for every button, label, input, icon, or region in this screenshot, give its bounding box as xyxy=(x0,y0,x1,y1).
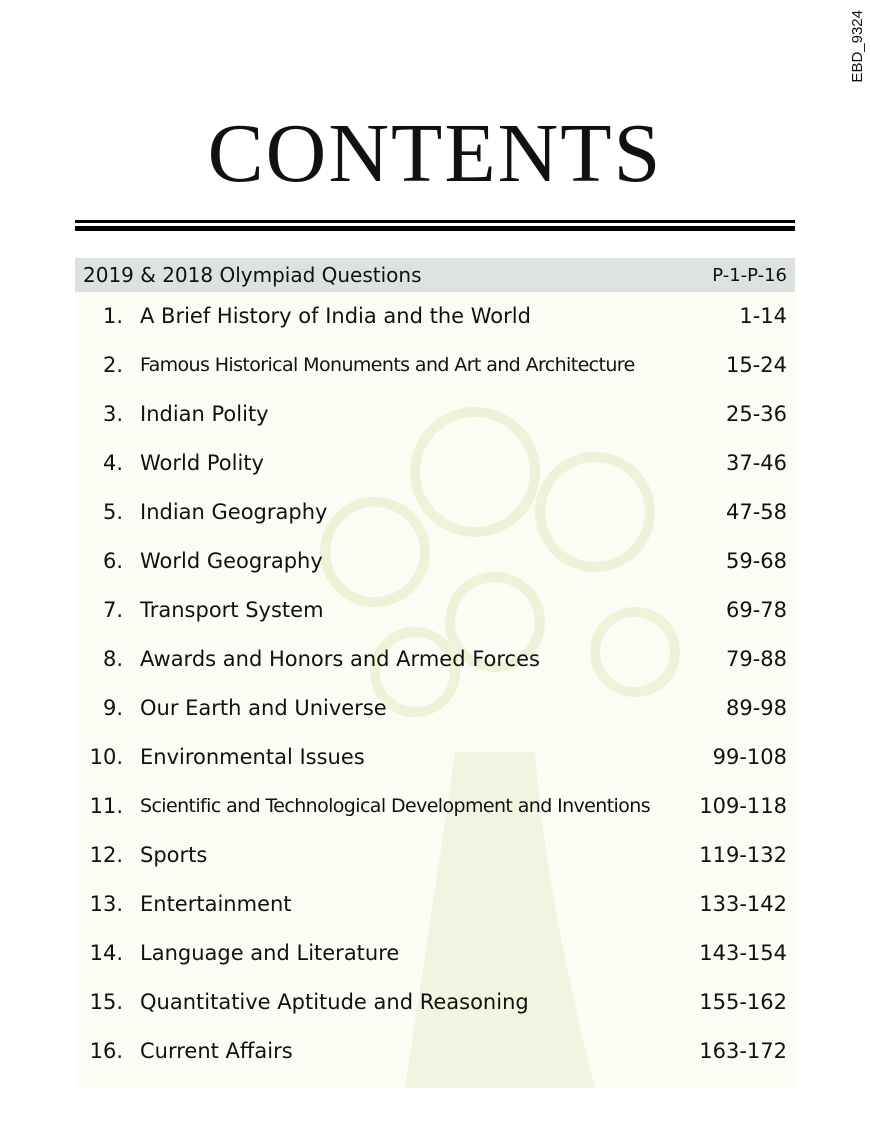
chapter-title: Scientific and Technological Development and Inventions xyxy=(140,795,651,817)
chapter-pages: 155-162 xyxy=(699,990,787,1014)
chapter-number: 7. xyxy=(102,598,123,622)
page-title: CONTENTS xyxy=(207,107,663,200)
chapter-number: 1. xyxy=(102,304,123,328)
chapter-title: Sports xyxy=(140,843,208,867)
chapter-number: 14. xyxy=(89,941,123,965)
chapter-row[interactable] xyxy=(75,837,787,873)
olympiad-questions-row[interactable] xyxy=(75,258,795,292)
divider-thick xyxy=(75,226,795,231)
chapter-pages: 1-14 xyxy=(739,304,787,328)
chapter-number: 2. xyxy=(102,353,123,377)
chapter-number: 15. xyxy=(89,990,123,1014)
chapter-number: 16. xyxy=(89,1039,123,1063)
chapter-number: 4. xyxy=(102,451,123,475)
chapter-row[interactable] xyxy=(75,739,787,775)
chapter-number: 13. xyxy=(89,892,123,916)
chapter-title: Environmental Issues xyxy=(140,745,365,769)
chapter-row[interactable] xyxy=(75,592,787,628)
chapter-number: 8. xyxy=(102,647,123,671)
chapter-title: Our Earth and Universe xyxy=(140,696,387,720)
chapter-row[interactable] xyxy=(75,788,787,824)
chapter-row[interactable] xyxy=(75,543,787,579)
chapter-title: Language and Literature xyxy=(140,941,400,965)
chapter-row[interactable] xyxy=(75,347,787,383)
chapter-pages: 15-24 xyxy=(725,353,787,377)
divider-thin xyxy=(75,220,795,223)
chapter-number: 5. xyxy=(102,500,123,524)
chapter-number: 12. xyxy=(89,843,123,867)
chapter-pages: 109-118 xyxy=(699,794,787,818)
chapter-row[interactable] xyxy=(75,641,787,677)
chapter-title: Entertainment xyxy=(140,892,292,916)
chapter-pages: 79-88 xyxy=(725,647,787,671)
chapter-pages: 133-142 xyxy=(699,892,787,916)
chapter-row[interactable] xyxy=(75,396,787,432)
chapter-row[interactable] xyxy=(75,1033,787,1069)
chapter-title: Current Affairs xyxy=(140,1039,293,1063)
chapter-title: Indian Polity xyxy=(140,402,269,426)
chapter-title: Famous Historical Monuments and Art and Architecture xyxy=(140,354,635,376)
chapter-pages: 37-46 xyxy=(725,451,787,475)
entry-title: 2019 & 2018 Olympiad Questions xyxy=(83,263,422,287)
chapter-row[interactable] xyxy=(75,445,787,481)
chapter-pages: 89-98 xyxy=(725,696,787,720)
chapter-pages: 59-68 xyxy=(725,549,787,573)
chapter-title: A Brief History of India and the World xyxy=(140,304,531,328)
chapter-title: Quantitative Aptitude and Reasoning xyxy=(140,990,529,1014)
chapter-row[interactable] xyxy=(75,690,787,726)
chapter-title: World Polity xyxy=(140,451,264,475)
chapter-pages: 143-154 xyxy=(699,941,787,965)
chapter-pages: 47-58 xyxy=(725,500,787,524)
chapter-title: Awards and Honors and Armed Forces xyxy=(140,647,540,671)
book-code: EBD_9324 xyxy=(849,10,866,83)
chapter-row[interactable] xyxy=(75,984,787,1020)
chapter-number: 6. xyxy=(102,549,123,573)
chapter-pages: 119-132 xyxy=(699,843,787,867)
chapter-number: 9. xyxy=(102,696,123,720)
chapter-pages: 99-108 xyxy=(712,745,787,769)
chapter-title: Indian Geography xyxy=(140,500,328,524)
chapter-number: 3. xyxy=(102,402,123,426)
chapter-row[interactable] xyxy=(75,935,787,971)
entry-pages: P-1-P-16 xyxy=(712,264,787,286)
chapter-pages: 163-172 xyxy=(699,1039,787,1063)
chapter-row[interactable] xyxy=(75,494,787,530)
chapter-pages: 25-36 xyxy=(725,402,787,426)
chapter-row[interactable] xyxy=(75,298,787,334)
chapter-number: 10. xyxy=(89,745,123,769)
chapter-title: World Geography xyxy=(140,549,323,573)
chapter-pages: 69-78 xyxy=(725,598,787,622)
chapter-row[interactable] xyxy=(75,886,787,922)
chapter-title: Transport System xyxy=(140,598,324,622)
chapter-number: 11. xyxy=(89,794,123,818)
